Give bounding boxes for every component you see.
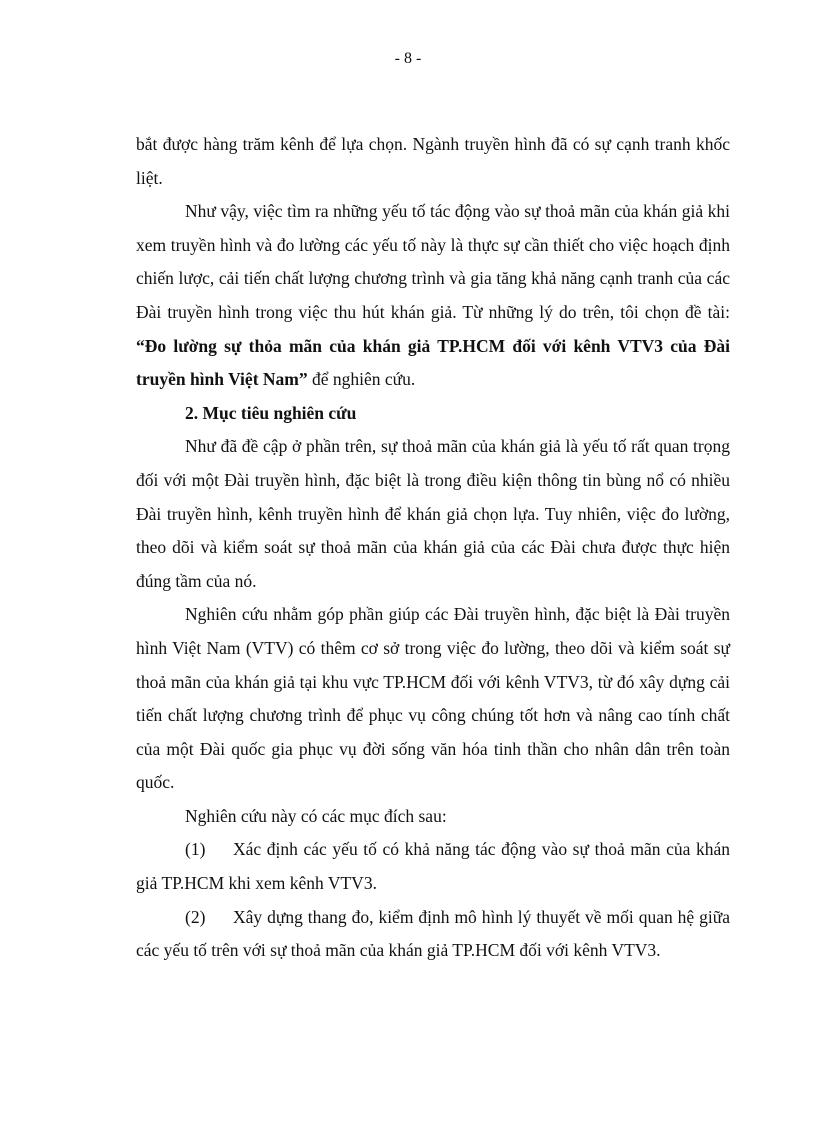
list-item-1 — [136, 833, 730, 900]
section-heading: 2. Mục tiêu nghiên cứu — [185, 402, 357, 423]
list-item-1-number: (1) — [185, 839, 206, 860]
paragraph-5: Nghiên cứu này có các mục đích sau: — [185, 805, 447, 826]
list-item-2 — [136, 901, 730, 968]
paragraph-1: bắt được hàng trăm kênh để lựa chọn. Ngành truyền hình đã có sự cạnh tranh khốc liệt. — [136, 134, 730, 188]
paragraph-2-tail: để nghiên cứu. — [311, 369, 416, 390]
paragraph-2 — [136, 195, 730, 397]
paragraph-2-text: Như vậy, việc tìm ra những yếu tố tác động vào sự thoả mãn của khán giả khi xem truyền hình và đo lường các yếu tố này là thực sự cần thiết cho việc hoạch định chiến lược, cải tiến chất lượng chương trình và gia tăng khả năng cạnh tranh của các Đài truyền hình trong việc thu hút khán giả. Từ những lý do trên, tôi chọn đề tài: — [136, 201, 730, 322]
paragraph-3: Như đã đề cập ở phần trên, sự thoả mãn của khán giả là yếu tố rất quan trọng đối với một Đài truyền hình, đặc biệt là trong điều kiện thông tin bùng nổ có nhiều Đài truyền hình, kênh truyền hình để khán giả chọn lựa. Tuy nhiên, việc đo lường, theo dõi và kiểm soát sự thoả mãn của khán giả của các Đài chưa được thực hiện đúng tầm của nó. — [136, 436, 730, 591]
document-body — [136, 128, 730, 968]
paragraph-4: Nghiên cứu nhằm góp phần giúp các Đài truyền hình, đặc biệt là Đài truyền hình Việt Nam (VTV) có thêm cơ sở trong việc đo lường, theo dõi và kiểm soát sự thoả mãn của khán giả tại khu vực TP.HCM đối với kênh VTV3, từ đó xây dựng cải tiến chất lượng chương trình để phục vụ công chúng tốt hơn và nâng cao tính chất của một Đài quốc gia phục vụ đời sống văn hóa tinh thần cho nhân dân trên toàn quốc. — [136, 604, 730, 793]
page-number: - 8 - — [394, 50, 422, 67]
list-item-2-number: (2) — [185, 906, 206, 927]
thesis-title: “Đo lường sự thỏa mãn của khán giả TP.HCM đối với kênh VTV3 của Đài truyền hình Việt Nam” — [136, 335, 730, 390]
list-item-1-text: Xác định các yếu tố có khả năng tác động vào sự thoả mãn của khán giả TP.HCM khi xem kênh VTV3. — [136, 839, 730, 894]
list-item-2-text: Xây dựng thang đo, kiểm định mô hình lý thuyết về mối quan hệ giữa các yếu tố trên với sự thoả mãn của khán giả TP.HCM đối với kênh VTV3. — [136, 906, 730, 961]
